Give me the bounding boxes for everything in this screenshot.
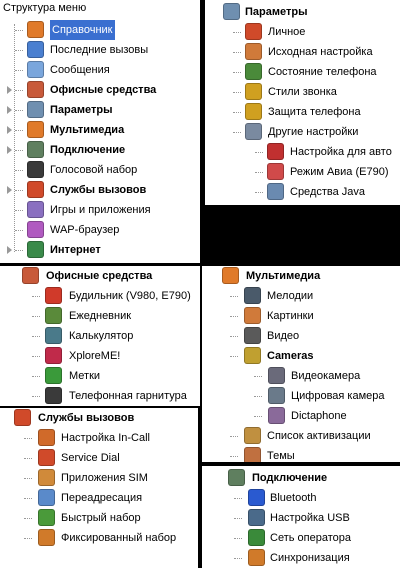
office-item-label: Метки — [69, 370, 101, 382]
tree-branch-line — [230, 336, 238, 337]
tree-branch-line — [15, 230, 23, 231]
menu-item[interactable] — [0, 100, 200, 120]
fixed-dial-icon — [38, 529, 55, 546]
calculator-icon — [45, 327, 62, 344]
connection-item-label: Сеть оператора — [270, 532, 351, 544]
menu-item[interactable] — [0, 160, 200, 180]
xplore-icon — [45, 347, 62, 364]
tree-branch-line — [234, 558, 242, 559]
expand-arrow-icon[interactable] — [7, 86, 12, 94]
settings-item[interactable] — [205, 82, 400, 102]
office-item[interactable] — [0, 286, 200, 306]
call-services-item[interactable] — [0, 448, 198, 468]
sim-icon — [38, 469, 55, 486]
multimedia-item[interactable] — [202, 406, 400, 426]
menu-item-label: Подключение — [50, 144, 126, 156]
video-camera-icon — [268, 367, 285, 384]
settings-item-label: Состояние телефона — [268, 66, 377, 78]
tree-branch-line — [234, 498, 242, 499]
menu-item-label: Справочник — [50, 20, 115, 40]
expand-arrow-icon[interactable] — [7, 186, 12, 194]
connection-icon — [27, 141, 44, 158]
connection-title: Подключение — [252, 472, 328, 484]
tree-branch-line — [32, 356, 40, 357]
tree-branch-line — [233, 72, 241, 73]
sync-icon — [248, 549, 265, 566]
tree-branch-line — [255, 192, 263, 193]
call-services-icon — [14, 409, 31, 426]
forward-icon — [38, 489, 55, 506]
settings-panel — [205, 0, 400, 205]
network-icon — [248, 529, 265, 546]
call-services-panel — [0, 408, 198, 568]
connection-header[interactable] — [202, 468, 400, 488]
tree-branch-line — [230, 316, 238, 317]
office-panel — [0, 266, 200, 406]
multimedia-item-label: Dictaphone — [291, 410, 347, 422]
wrench-icon — [245, 123, 262, 140]
office-icon — [22, 267, 39, 284]
multimedia-item[interactable] — [202, 446, 400, 462]
tree-branch-line — [24, 438, 32, 439]
multimedia-item[interactable] — [202, 346, 400, 366]
call-services-item-label: Переадресация — [61, 492, 143, 504]
menu-item-label: Параметры — [50, 104, 113, 116]
tree-branch-line — [15, 250, 23, 251]
settings-item[interactable] — [205, 122, 400, 142]
menu-item[interactable] — [0, 120, 200, 140]
book-icon — [27, 21, 44, 38]
settings-icon — [27, 101, 44, 118]
service-dial-icon — [38, 449, 55, 466]
settings-item[interactable] — [205, 182, 400, 202]
calendar-icon — [45, 307, 62, 324]
tree-branch-line — [15, 70, 23, 71]
tree-branch-line — [15, 190, 23, 191]
call-services-item[interactable] — [0, 468, 198, 488]
multimedia-panel — [202, 266, 400, 462]
connection-item[interactable] — [202, 508, 400, 528]
tree-branch-line — [24, 518, 32, 519]
menu-item[interactable] — [0, 200, 200, 220]
melody-icon — [244, 287, 261, 304]
tree-branch-line — [24, 458, 32, 459]
connection-item-label: Настройка USB — [270, 512, 350, 524]
tree-branch-line — [32, 376, 40, 377]
office-title: Офисные средства — [46, 270, 153, 282]
tree-branch-line — [233, 112, 241, 113]
tree-branch-line — [15, 150, 23, 151]
settings-item[interactable] — [205, 142, 400, 162]
tree-branch-line — [32, 316, 40, 317]
menu-item-label: Службы вызовов — [50, 184, 147, 196]
expand-arrow-icon[interactable] — [7, 106, 12, 114]
pictures-icon — [244, 307, 261, 324]
recent-calls-icon — [27, 41, 44, 58]
office-item[interactable] — [0, 346, 200, 366]
settings-item-label: Защита телефона — [268, 106, 361, 118]
settings-title: Параметры — [245, 6, 308, 18]
lock-icon — [245, 103, 262, 120]
settings-item-label: Личное — [268, 26, 306, 38]
settings-item-label: Настройка для авто — [290, 146, 392, 158]
settings-icon — [223, 3, 240, 20]
voice-dial-icon — [27, 161, 44, 178]
usb-icon — [248, 509, 265, 526]
menu-item-label: WAP-браузер — [50, 224, 120, 236]
menu-item-label: Интернет — [50, 244, 101, 256]
tree-branch-line — [15, 90, 23, 91]
tree-branch-line — [15, 50, 23, 51]
multimedia-icon — [222, 267, 239, 284]
connection-item[interactable] — [202, 528, 400, 548]
tree-branch-line — [255, 172, 263, 173]
office-item-label: XploreME! — [69, 350, 121, 362]
tree-branch-line — [15, 170, 23, 171]
tree-branch-line — [15, 130, 23, 131]
activation-list-icon — [244, 427, 261, 444]
headset-icon — [45, 387, 62, 404]
settings-item-label: Исходная настройка — [268, 46, 373, 58]
tree-branch-line — [15, 110, 23, 111]
multimedia-item-label: Видеокамера — [291, 370, 361, 382]
settings-item[interactable] — [205, 42, 400, 62]
tree-branch-line — [230, 296, 238, 297]
menu-item[interactable] — [0, 20, 200, 40]
call-services-item-label: Приложения SIM — [61, 472, 148, 484]
connection-item[interactable] — [202, 548, 400, 568]
browser-icon — [27, 221, 44, 238]
connection-item-label: Синхронизация — [270, 552, 350, 564]
settings-item-label: Стили звонка — [268, 86, 337, 98]
call-services-item[interactable] — [0, 528, 198, 548]
tree-branch-line — [233, 32, 241, 33]
internet-icon — [27, 241, 44, 258]
expand-arrow-icon[interactable] — [7, 146, 12, 154]
settings-item[interactable] — [205, 102, 400, 122]
menu-item[interactable] — [0, 140, 200, 160]
multimedia-item-label: Цифровая камера — [291, 390, 385, 402]
menu-item[interactable] — [0, 180, 200, 200]
tree-branch-line — [15, 210, 23, 211]
call-services-header[interactable] — [0, 408, 198, 428]
office-item-label: Ежедневник — [69, 310, 132, 322]
java-icon — [267, 183, 284, 200]
menu-item-label: Голосовой набор — [50, 164, 138, 176]
connection-panel — [202, 466, 400, 568]
tree-branch-line — [233, 52, 241, 53]
multimedia-item[interactable] — [202, 426, 400, 446]
call-services-item-label: Фиксированный набор — [61, 532, 177, 544]
tree-branch-line — [32, 336, 40, 337]
tree-branch-line — [24, 538, 32, 539]
multimedia-item-label: Cameras — [267, 350, 314, 362]
menu-structure-title: Структура меню — [3, 2, 87, 14]
settings-item[interactable] — [205, 22, 400, 42]
multimedia-item-label: Темы — [267, 450, 295, 462]
speed-dial-icon — [38, 509, 55, 526]
office-icon — [27, 81, 44, 98]
call-services-item-label: Service Dial — [61, 452, 120, 464]
phone-status-icon — [245, 63, 262, 80]
reset-icon — [245, 43, 262, 60]
connection-item-label: Bluetooth — [270, 492, 317, 504]
multimedia-item[interactable] — [202, 306, 400, 326]
car-icon — [267, 143, 284, 160]
office-item[interactable] — [0, 326, 200, 346]
menu-item-label: Последние вызовы — [50, 44, 149, 56]
multimedia-item-label: Список активизации — [267, 430, 371, 442]
settings-item-label: Средства Java — [290, 186, 366, 198]
cameras-icon — [244, 347, 261, 364]
tree-branch-line — [254, 416, 262, 417]
tags-icon — [45, 367, 62, 384]
call-services-item-label: Быстрый набор — [61, 512, 141, 524]
envelope-icon — [27, 61, 44, 78]
menu-item[interactable] — [0, 60, 200, 80]
office-header[interactable] — [0, 266, 200, 286]
airplane-icon — [267, 163, 284, 180]
digital-camera-icon — [268, 387, 285, 404]
settings-item-label: Режим Авиа (E790) — [290, 166, 389, 178]
menu-item[interactable] — [0, 220, 200, 240]
menu-item-label: Игры и приложения — [50, 204, 151, 216]
dictaphone-icon — [268, 407, 285, 424]
tree-branch-line — [230, 456, 238, 457]
settings-item[interactable] — [205, 62, 400, 82]
connection-icon — [228, 469, 245, 486]
tree-branch-line — [24, 498, 32, 499]
multimedia-item[interactable] — [202, 366, 400, 386]
themes-icon — [244, 447, 261, 462]
office-item-label: Телефонная гарнитура — [69, 390, 187, 402]
connection-item[interactable] — [202, 488, 400, 508]
ring-style-icon — [245, 83, 262, 100]
office-item[interactable] — [0, 366, 200, 386]
games-icon — [27, 201, 44, 218]
call-services-title: Службы вызовов — [38, 412, 135, 424]
personal-icon — [245, 23, 262, 40]
expand-arrow-icon[interactable] — [7, 246, 12, 254]
multimedia-item-label: Картинки — [267, 310, 314, 322]
multimedia-item[interactable] — [202, 326, 400, 346]
office-item-label: Будильник (V980, E790) — [69, 290, 191, 302]
call-services-item[interactable] — [0, 508, 198, 528]
office-item[interactable] — [0, 386, 200, 406]
tree-branch-line — [32, 396, 40, 397]
office-item-label: Калькулятор — [69, 330, 134, 342]
multimedia-item[interactable] — [202, 286, 400, 306]
call-services-item[interactable] — [0, 488, 198, 508]
tree-branch-line — [233, 92, 241, 93]
tree-branch-line — [255, 152, 263, 153]
tree-branch-line — [234, 518, 242, 519]
call-services-item[interactable] — [0, 428, 198, 448]
menu-item[interactable] — [0, 80, 200, 100]
settings-header[interactable] — [205, 2, 400, 22]
call-services-icon — [27, 181, 44, 198]
tree-branch-line — [32, 296, 40, 297]
tree-branch-line — [233, 132, 241, 133]
multimedia-icon — [27, 121, 44, 138]
menu-item-label: Сообщения — [50, 64, 110, 76]
tree-branch-line — [254, 396, 262, 397]
multimedia-item[interactable] — [202, 386, 400, 406]
settings-item-label: Другие настройки — [268, 126, 359, 138]
office-item[interactable] — [0, 306, 200, 326]
expand-arrow-icon[interactable] — [7, 126, 12, 134]
tree-branch-line — [24, 478, 32, 479]
alarm-clock-icon — [45, 287, 62, 304]
bluetooth-icon — [248, 489, 265, 506]
menu-item[interactable] — [0, 40, 200, 60]
multimedia-title: Мультимедиа — [246, 270, 321, 282]
tree-branch-line — [15, 30, 23, 31]
menu-item-label: Офисные средства — [50, 84, 157, 96]
in-call-icon — [38, 429, 55, 446]
menu-item[interactable] — [0, 240, 200, 260]
call-services-item-label: Настройка In-Call — [61, 432, 150, 444]
tree-branch-line — [234, 538, 242, 539]
multimedia-header[interactable] — [202, 266, 400, 286]
tree-branch-line — [230, 436, 238, 437]
multimedia-item-label: Видео — [267, 330, 300, 342]
tree-branch-line — [230, 356, 238, 357]
menu-item-label: Мультимедиа — [50, 124, 125, 136]
settings-item[interactable] — [205, 162, 400, 182]
menu-structure-panel — [0, 0, 200, 263]
multimedia-item-label: Мелодии — [267, 290, 314, 302]
video-icon — [244, 327, 261, 344]
tree-branch-line — [254, 376, 262, 377]
